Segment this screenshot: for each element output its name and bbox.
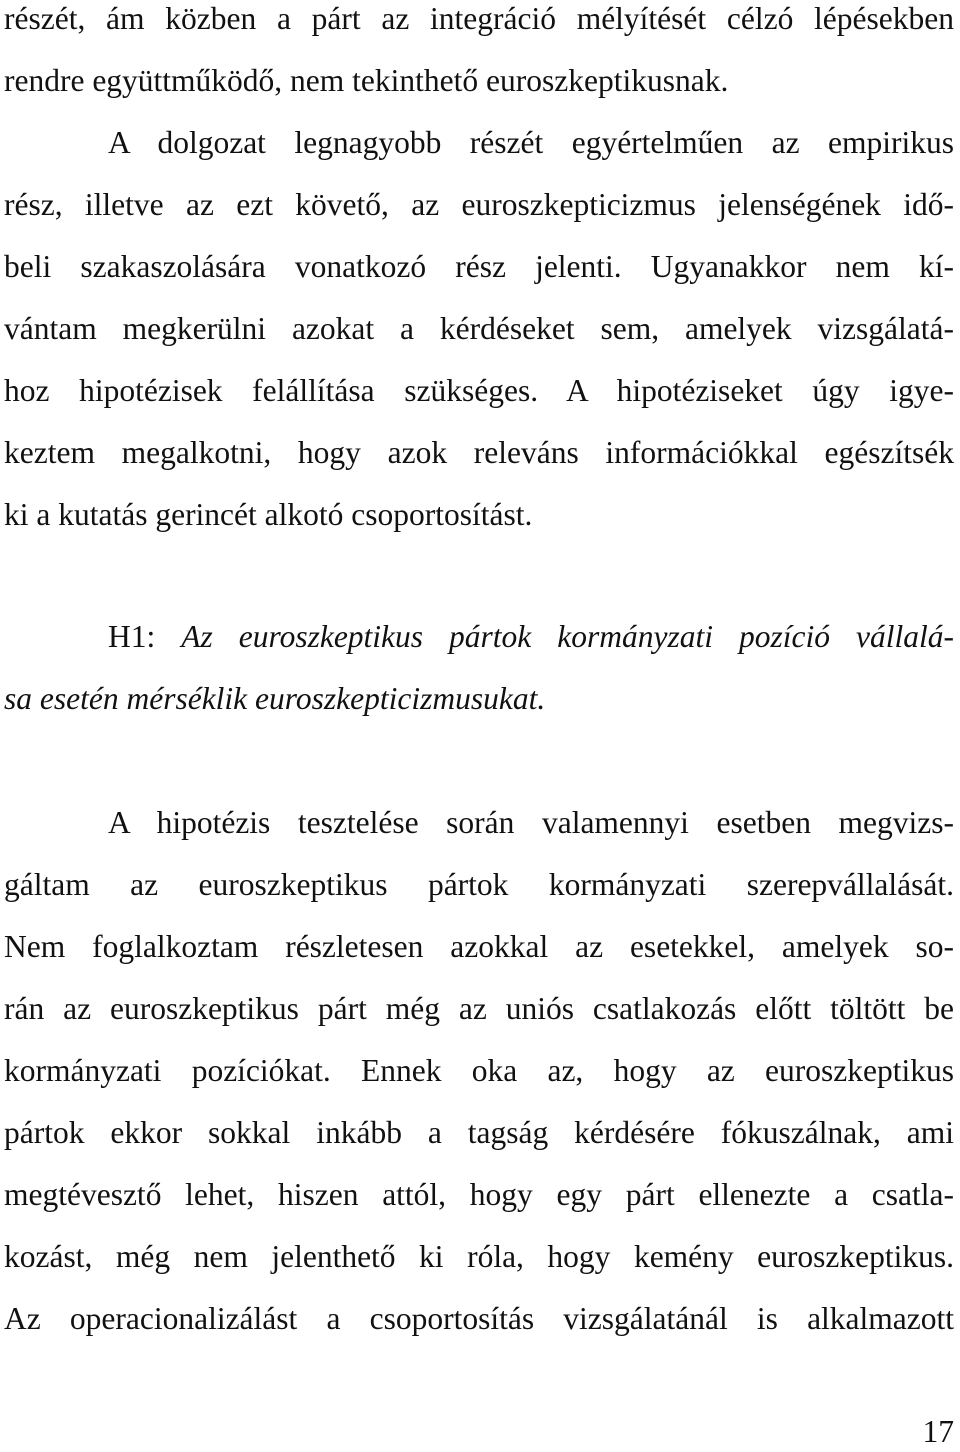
text-line: rész, illetve az ezt követő, az euroszkepticizmus jelenségének idő-: [4, 187, 954, 222]
text-line: Az operacionalizálást a csoportosítás vizsgálatánál is alkalmazott: [4, 1301, 954, 1336]
text-line: Nem foglalkoztam részletesen azokkal az esetekkel, amelyek so-: [4, 929, 954, 964]
text-line: hoz hipotézisek felállítása szükséges. A hipotéziseket úgy igye-: [4, 373, 954, 408]
text-line: vántam megkerülni azokat a kérdéseket sem, amelyek vizsgálatá-: [4, 311, 954, 346]
body-paragraph: [4, 792, 954, 1350]
page-number: 17: [922, 1414, 954, 1449]
hypothesis-block: [4, 606, 954, 730]
hypothesis-text: Az euroszkeptikus pártok kormányzati pozíció vállalá-: [181, 619, 954, 654]
text-line: pártok ekkor sokkal inkább a tagság kérdésére fókuszálnak, ami: [4, 1115, 954, 1150]
text-line: megtévesztő lehet, hiszen attól, hogy egy párt ellenezte a csatla-: [4, 1177, 954, 1212]
text-line: rendre együttműködő, nem tekinthető euroszkeptikusnak.: [4, 63, 729, 98]
text-line: keztem megalkotni, hogy azok releváns információkkal egészítsék: [4, 435, 954, 470]
text-line: rán az euroszkeptikus párt még az uniós csatlakozás előtt töltött be: [4, 991, 954, 1026]
text-line: kormányzati pozíciókat. Ennek oka az, hogy az euroszkeptikus: [4, 1053, 954, 1088]
text-line: A dolgozat legnagyobb részét egyértelműen az empirikus: [108, 125, 954, 160]
text-line: kozást, még nem jelenthető ki róla, hogy kemény euroszkeptikus.: [4, 1239, 954, 1274]
text-line: gáltam az euroszkeptikus pártok kormányzati szerepvállalását.: [4, 867, 954, 902]
body-paragraph: [4, 0, 954, 546]
text-line: A hipotézis tesztelése során valamennyi esetben megvizs-: [108, 805, 954, 840]
text-line: ki a kutatás gerincét alkotó csoportosítást.: [4, 497, 533, 532]
hypothesis-line: sa esetén mérséklik euroszkepticizmusukat.: [4, 681, 546, 716]
hypothesis-label: H1:: [108, 619, 156, 654]
hypothesis-line: [4, 606, 954, 668]
text-line: részét, ám közben a párt az integráció mélyítését célzó lépésekben: [4, 1, 954, 36]
text-line: beli szakaszolására vonatkozó rész jelenti. Ugyanakkor nem kí-: [4, 249, 954, 284]
